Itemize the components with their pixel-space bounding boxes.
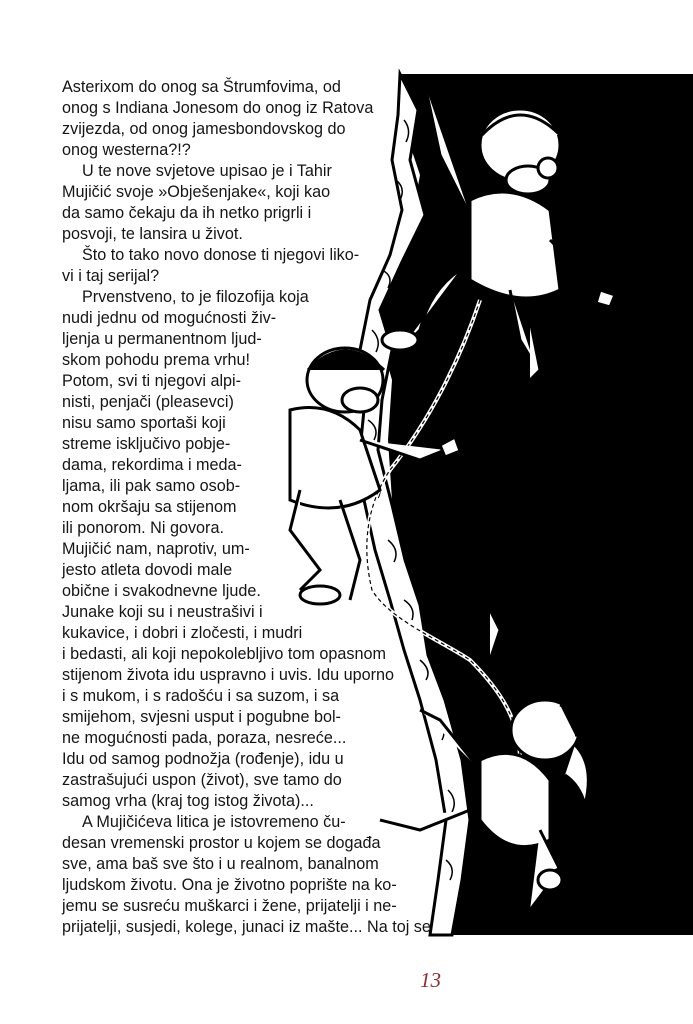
text-line: ne mogućnosti pada, poraza, nesreće... <box>62 729 347 747</box>
text-line: ljama, ili pak samo osob- <box>62 477 241 495</box>
text-line: dama, rekordima i meda- <box>62 456 242 474</box>
text-line: Asterixom do onog sa Štrumfovima, od <box>62 78 341 96</box>
text-line: zvijezda, od onog jamesbondovskog do <box>62 120 346 138</box>
text-line: onog s Indiana Jonesom do onog iz Ratova <box>62 99 374 117</box>
text-line: nom okršaju sa stijenom <box>62 498 237 516</box>
text-line: Junake koji su i neustrašivi i <box>62 603 263 621</box>
text-line: ljudskom životu. Ona je životno poprište na ko- <box>62 876 397 894</box>
text-line: onog westerna?!? <box>62 141 191 159</box>
text-line: Mujičić nam, naprotiv, um- <box>62 540 250 558</box>
text-line: kukavice, i dobri i zločesti, i mudri <box>62 624 303 642</box>
text-line: Mujičić svoje »Obješenjake«, koji kao <box>62 183 331 201</box>
text-line: samog vrha (kraj tog istog života)... <box>62 792 314 810</box>
text-line: U te nove svjetove upisao je i Tahir <box>82 162 332 180</box>
text-line: streme isključivo pobje- <box>62 435 231 453</box>
text-line: ljenja u permanentnom ljud- <box>62 330 262 348</box>
text-line: Idu od samog podnožja (rođenje), idu u <box>62 750 344 768</box>
text-line: zastrašujući uspon (život), sve tamo do <box>62 771 342 789</box>
text-line: ili ponorom. Ni govora. <box>62 519 224 537</box>
text-line: vi i taj serijal? <box>62 267 160 285</box>
text-line: jemu se susreću muškarci i žene, prijatelji i ne- <box>62 897 397 915</box>
text-line: prijatelji, susjedi, kolege, junaci iz mašte... Na toj se <box>62 918 431 936</box>
text-line: smijehom, svjesni usput i pogubne bol- <box>62 708 341 726</box>
text-line: i bedasti, ali koji nepokolebljivo tom opasnom <box>62 645 386 663</box>
text-line: jesto atleta dovodi male <box>62 561 233 579</box>
text-line: skom pohodu prema vrhu! <box>62 351 251 369</box>
text-line: nudi jednu od mogućnosti živ- <box>62 309 277 327</box>
text-line: desan vremenski prostor u kojem se događa <box>62 834 381 852</box>
page-number: 13 <box>420 968 441 992</box>
text-line: da samo čekaju da ih netko prigrli i <box>62 204 312 222</box>
text-line: nisu samo sportaši koji <box>62 414 226 432</box>
text-line: obične i svakodnevne ljude. <box>62 582 261 600</box>
text-line: nisti, penjači (pleasevci) <box>62 393 234 411</box>
text-line: Prvenstveno, to je filozofija koja <box>82 288 309 306</box>
text-line: Potom, svi ti njegovi alpi- <box>62 372 242 390</box>
text-line: posvoji, te lansira u život. <box>62 225 243 243</box>
text-line: i s mukom, i s radošću i sa suzom, i sa <box>62 687 340 705</box>
text-line: A Mujičićeva litica je istovremeno ču- <box>82 813 346 831</box>
text-line: Što to tako novo donose ti njegovi liko- <box>82 246 360 264</box>
text-line: sve, ama baš sve što i u realnom, banalnom <box>62 855 379 873</box>
text-line: stijenom života idu uspravno i uvis. Idu uporno <box>62 666 395 684</box>
